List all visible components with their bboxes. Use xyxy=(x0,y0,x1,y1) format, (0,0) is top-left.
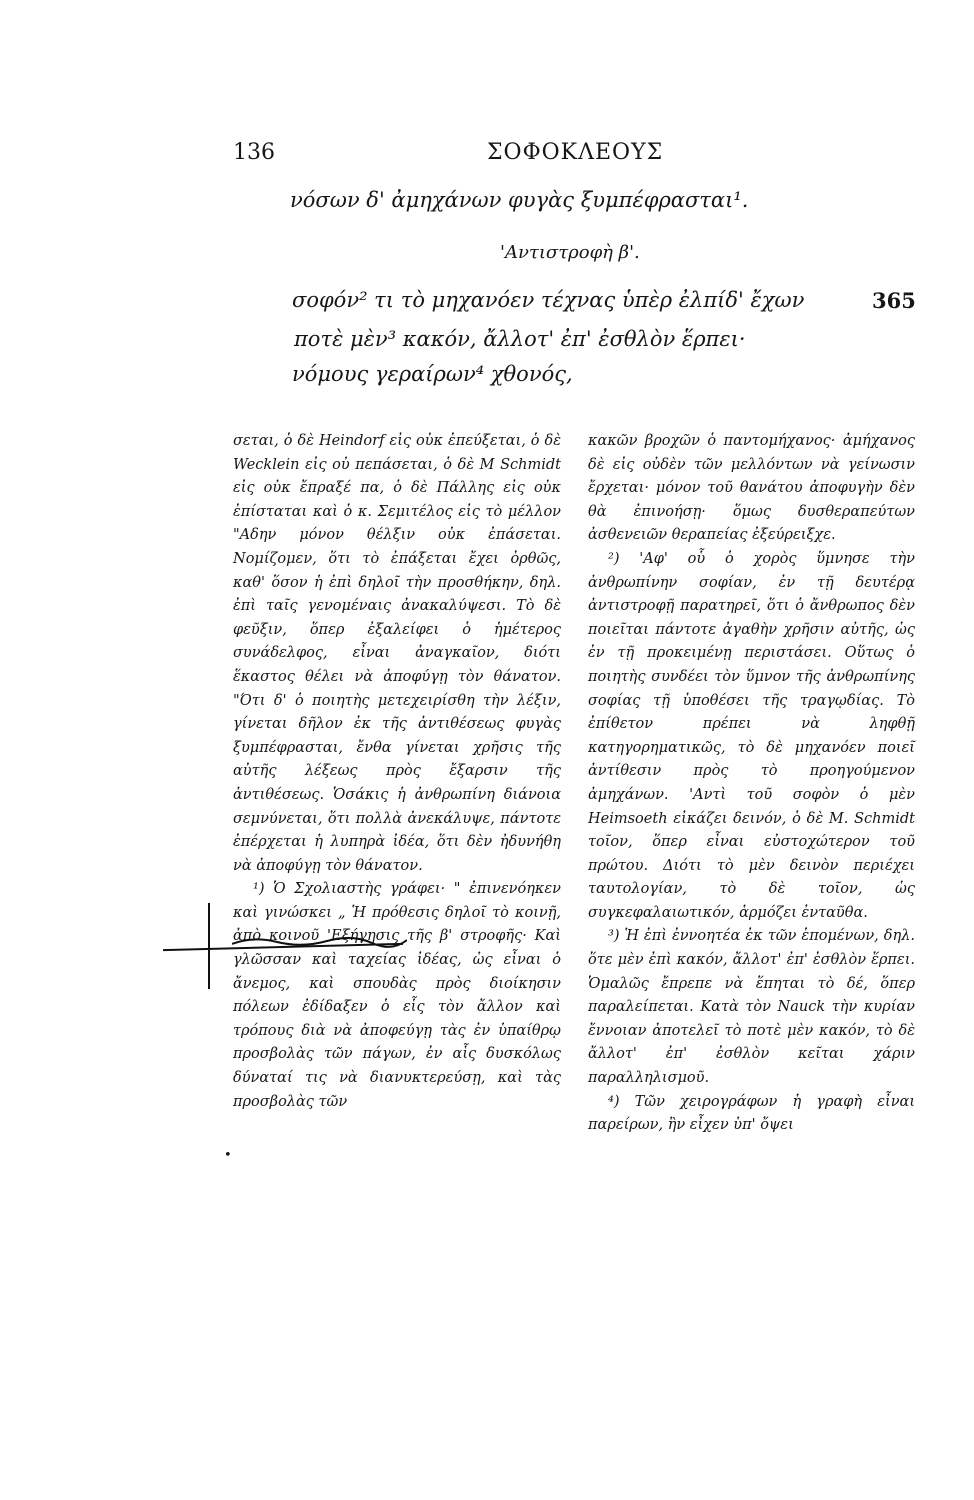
verse-line-4: νόμους γεραίρων⁴ χθονός, xyxy=(292,362,573,386)
footnote-3: ³) Ἡ ἐπὶ ἐννοητέα ἐκ τῶν ἑπομένων, δηλ. ὅτε μὲν ἐπὶ κακόν, ἄλλοτ' ἐπ' ἐσθλὸν ἕρπει. Ὁμαλῶς ἔπρεπε νὰ ἕπηται τὸ δέ, ὅπερ παραλείπεται. Κατὰ τὸν Nauck τὴν κυρίαν ἔννοιαν ἀποτελεῖ τὸ ποτὲ μὲν κακόν, τὸ δὲ ἄλλοτ' ἐπ' ἐσθλὸν κεῖται χάριν παραλληλισμοῦ. xyxy=(588,928,915,1087)
commentary-right-column xyxy=(588,430,915,1138)
footnote-4: ⁴) Τῶν χειρογράφων ἡ γραφὴ εἶναι παρείρων, ἣν εἶχεν ὑπ' ὄψει xyxy=(588,1093,915,1134)
commentary-paragraph: σεται, ὁ δὲ Heindorf εἰς οὐκ ἐπεύξεται, ὁ δὲ Wecklein εἰς οὐ πεπάσεται, ὁ δὲ M Schmidt εἰς οὐκ ἔπραξέ πα, ὁ δὲ Πάλλης εἰς οὐκ ἐπίσταται καὶ ὁ κ. Σεμιτέλος εἰς τὸ μέλλον "Αδην μόνον θέλξιν οὐκ ἐπάσεται. Νομίζομεν, ὅτι τὸ ἐπάξεται ἔχει ὀρθῶς, καθ' ὅσον ἡ ἐπὶ δηλοῖ τὴν προσθήκην, δηλ. ἐπὶ ταῖς γενομέναις ἀνακαλύψεσι. Τὸ δὲ φεῦξιν, ὅπερ ἐξαλείφει ὁ ἡμέτερος συνάδελφος, εἶναι ἀναγκαῖον, διότι ἕκαστος θέλει νὰ ἀποφύγῃ τὸν θάνατον. "Ότι δ' ὁ ποιητὴς μετεχειρίσθη τὴν λέξιν, γίνεται δῆλον ἐκ τῆς ἀντιθέσεως φυγὰς ξυμπέφρασται, ἔνθα γίνεται χρῆσις τῆς αὐτῆς λέξεως πρὸς ἔξαρσιν τῆς ἀντιθέσεως. Ὁσάκις ἡ ἀνθρωπίνη διάνοια σεμνύνεται, ὅτι πολλὰ ἀνεκάλυψε, πάντοτε ἐπέρχεται ἡ λυπηρὰ ἰδέα, ὅτι δὲν ἠδυνήθη νὰ ἀποφύγῃ τὸν θάνατον. xyxy=(233,433,561,874)
footnote-2: ²) 'Αφ' οὗ ὁ χορὸς ὕμνησε τὴν ἀνθρωπίνην σοφίαν, ἐν τῇ δευτέρᾳ ἀντιστροφῇ παρατηρεῖ, ὅτι ὁ ἄνθρωπος δὲν ποιεῖται πάντοτε ἀγαθὴν χρῆσιν αὐτῆς, ὡς ἐν τῇ προκειμένῃ περιστάσει. Οὕτως ὁ ποιητὴς συνδέει τὸν ὕμνον τῆς ἀνθρωπίνης σοφίας τῇ ὑποθέσει τῆς τραγῳδίας. Τὸ ἐπίθετον πρέπει νὰ ληφθῇ κατηγορηματικῶς, τὸ δὲ μηχανόεν ποιεῖ ἀντίθεσιν πρὸς τὸ προηγούμενον ἀμηχάνων. 'Αντὶ τοῦ σοφὸν ὁ μὲν Heimsoeth εἰκάζει δεινόν, ὁ δὲ Μ. Schmidt τοῖον, ὅπερ εἶναι εὐστοχώτερον τοῦ πρώτου. Διότι τὸ μὲν δεινὸν περιέχει ταυτολογίαν, τὸ δὲ τοῖον, ὡς συγκεφαλαιωτικόν, ἁρμόζει ἐνταῦθα. xyxy=(588,550,915,921)
running-head xyxy=(0,140,974,172)
footnote-1: ¹) Ὁ Σχολιαστὴς γράφει· " ἐπινενόηκεν καὶ γινώσκει „ Ἡ πρόθεσις δηλοῖ τὸ κοινῇ, ἀπὸ κοινοῦ 'Εξήγησις τῆς β' στροφῆς· Καὶ γλῶσσαν καὶ ταχείας ἰδέας, ὡς εἶναι ὁ ἄνεμος, καὶ σπουδὰς πρὸς διοίκησιν πόλεων ἐδίδαξεν ὁ εἷς τὸν ἄλλον καὶ τρόπους διὰ νὰ ἀποφεύγῃ τὰς ἐν ὑπαίθρῳ προσβολὰς τῶν πάγων, ἐν αἷς δυσκόλως δύναταί τις νὰ διανυκτερεύσῃ, καὶ τὰς προσβολὰς τῶν xyxy=(233,881,561,1110)
margin-dot-icon: • xyxy=(224,1148,232,1163)
strophe-heading: 'Αντιστροφὴ β'. xyxy=(500,242,640,263)
commentary-paragraph: κακῶν βροχῶν ὁ παντομήχανος· ἀμήχανος δὲ εἰς οὐδὲν τῶν μελλόντων νὰ γείνωσιν ἔρχεται· μόνον τοῦ θανάτου ἀποφυγὴν δὲν θὰ ἐπινοήσῃ· ὅμως δυσθεραπεύτων ἀσθενειῶν θεραπείας ἐξεύρειξχε. xyxy=(588,433,915,544)
book-title: ΣΟΦΟΚΛΕΟΥΣ xyxy=(487,140,664,165)
page-number: 136 xyxy=(233,140,275,165)
handwritten-margin-mark xyxy=(208,903,210,989)
verse-line-1: νόσων δ' ἀμηχάνων φυγὰς ξυμπέφρασται¹. xyxy=(290,188,749,212)
line-number: 365 xyxy=(872,288,916,313)
commentary-left-column xyxy=(233,430,561,1114)
verse-line-2: σοφόν² τι τὸ μηχανόεν τέχνας ὑπὲρ ἐλπίδ' ἔχων xyxy=(292,288,805,312)
verse-line-3: ποτὲ μὲν³ κακόν, ἄλλοτ' ἐπ' ἐσθλὸν ἕρπει· xyxy=(294,327,746,351)
handwritten-wavy-underline xyxy=(232,932,407,950)
